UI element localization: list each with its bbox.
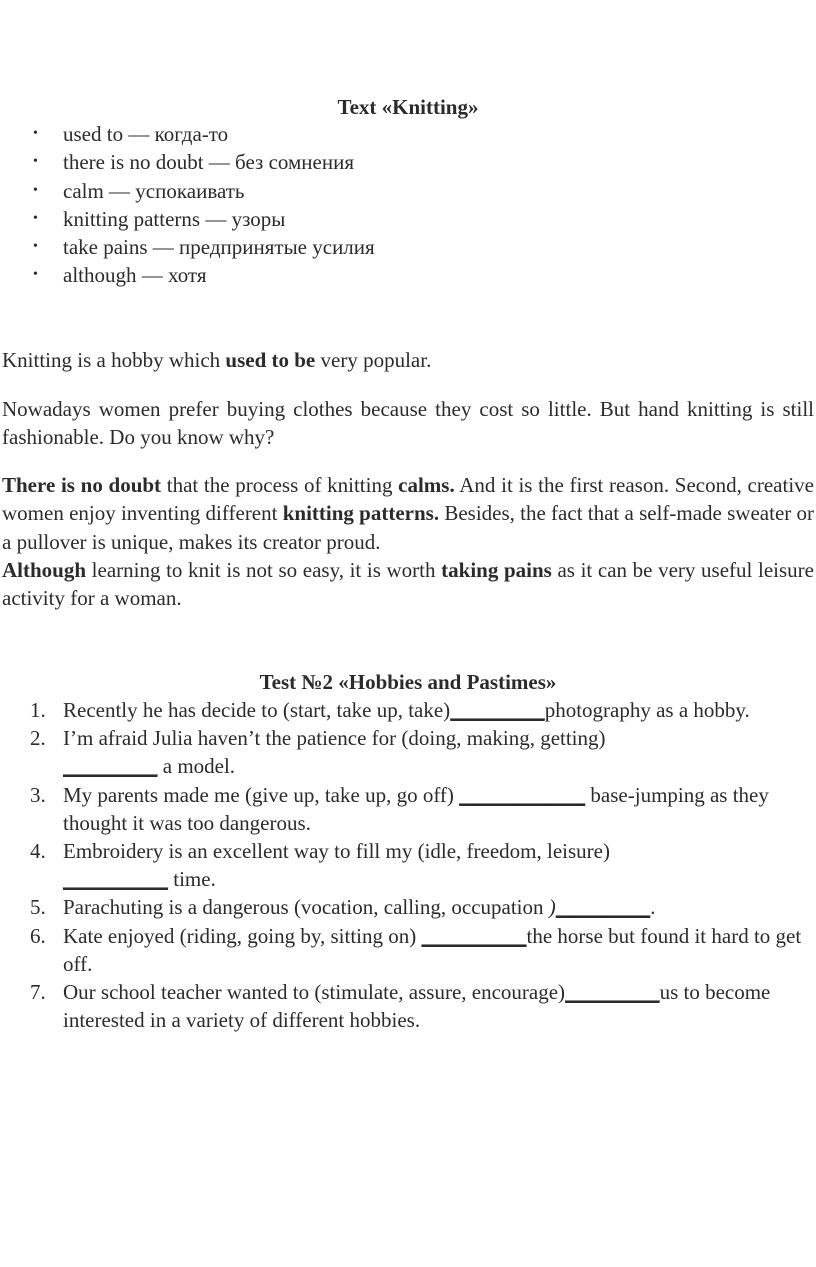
list-item: • used to — когда-то bbox=[0, 120, 800, 148]
test-questions bbox=[0, 696, 812, 1034]
answer-blank: _________ bbox=[565, 980, 660, 1005]
paragraph-nowadays: Nowadays women prefer buying clothes because they cost so little. But hand knitting is still fashionable. Do you know why? bbox=[2, 397, 814, 450]
bullet-icon: • bbox=[33, 154, 38, 170]
list-item: • knitting patterns — узоры bbox=[0, 205, 800, 233]
question-item: 6. Kate enjoyed (riding, going by, sitting on) __________the horse but found it hard to get off. bbox=[30, 923, 802, 976]
question-item: 5. Parachuting is a dangerous (vocation, calling, occupation )_________. bbox=[30, 895, 656, 920]
question-item: 2. I’m afraid Julia haven’t the patience for (doing, making, getting) _________ a model. bbox=[30, 726, 606, 779]
question-item: 7. Our school teacher wanted to (stimulate, assure, encourage)_________us to become interested in a variety of different hobbies. bbox=[30, 980, 771, 1033]
answer-blank: _________ bbox=[450, 698, 545, 722]
question-item: 1. Recently he has decide to (start, take up, take)_________photography as a hobby. bbox=[30, 698, 750, 722]
list-item: • although — хотя bbox=[0, 261, 800, 289]
bullet-icon: • bbox=[33, 267, 38, 283]
bullet-icon: • bbox=[33, 239, 38, 255]
paragraph-reasons: There is no doubt that the process of knitting calms. And it is the first reason. Second, creative women enjoy inventing different knitting patterns. Besides, the fact that a self-made sweater or a pullover is unique, makes its creator proud. Although learning to knit is not so easy, it is worth taking pains as it can be very useful leisure activity for a woman. bbox=[2, 473, 815, 611]
list-item: • there is no doubt — без сомнения bbox=[0, 148, 800, 176]
answer-blank: __________ bbox=[421, 923, 527, 948]
answer-blank: ____________ bbox=[459, 782, 586, 807]
text-title: Text «Knitting» bbox=[337, 95, 479, 119]
answer-blank: _________ bbox=[555, 895, 651, 920]
question-item: 3. My parents made me (give up, take up, go off) ____________ base-jumping as they thought it was too dangerous. bbox=[30, 782, 769, 835]
bullet-icon: • bbox=[33, 126, 38, 141]
list-item: • take pains — предпринятые усилия bbox=[0, 233, 800, 261]
answer-blank: _________ bbox=[63, 754, 158, 779]
vocabulary-list bbox=[0, 120, 800, 290]
answer-blank: __________ bbox=[63, 867, 168, 892]
paragraph-intro: Knitting is a hobby which used to be very popular. bbox=[2, 348, 432, 372]
list-item: • calm — успокаивать bbox=[0, 177, 800, 205]
test-title: Test №2 «Hobbies and Pastimes» bbox=[259, 670, 557, 694]
bullet-icon: • bbox=[33, 210, 38, 226]
bullet-icon: • bbox=[33, 182, 38, 198]
question-item: 4. Embroidery is an excellent way to fill my (idle, freedom, leisure) __________ time. bbox=[30, 839, 610, 892]
